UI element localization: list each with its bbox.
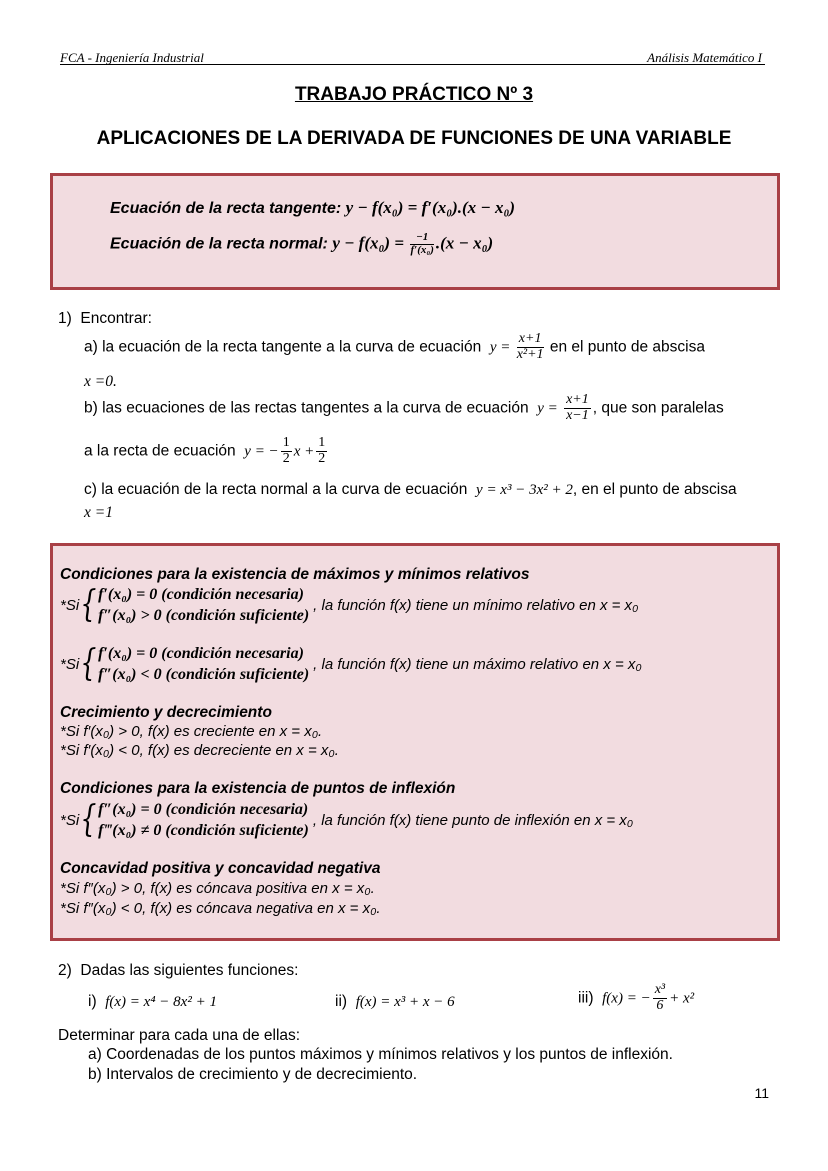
fraction-1a: $\frac{x+1}{\text{x²+1}}$ xyxy=(516,331,544,362)
exercise-1a-point: x =0. xyxy=(84,373,117,390)
header-rule xyxy=(60,64,765,65)
exercise-1b-line: a la recta de ecuación y = − $\frac{1}{2}$ x + $\frac{1}{2}$ xyxy=(84,435,326,466)
task-b: b) Intervalos de crecimiento y de decrecimiento. xyxy=(88,1066,418,1083)
exercise-1c-point: x =1 xyxy=(84,504,113,521)
exercise-1a: a) la ecuación de la recta tangente a la curva de ecuación y = $\frac{x+1}{\text{x²+1}}$ en el punto de abscisa xyxy=(84,331,705,362)
minimum-condition: *Si { f′(x₀) = 0 (condición necesaria) f″(x₀) > 0 (condición suficiente) , la función f(x) tiene un mínimo relativo en x = x₀ xyxy=(60,584,639,625)
function-ii: ii) f(x) = x³ + x − 6 xyxy=(335,993,455,1010)
growth-increasing: *Si f′(x₀) > 0, f(x) es creciente en x = x₀. xyxy=(60,723,323,740)
fraction-1b: $\frac{x+1}{x-1}$ xyxy=(566,392,589,423)
header-course: FCA - Ingeniería Industrial xyxy=(60,50,204,65)
page-number: 11 xyxy=(754,1085,769,1101)
task-a: a) Coordenadas de los puntos máximos y mínimos relativos y los puntos de inflexión. xyxy=(88,1046,673,1063)
function-i: i) f(x) = x⁴ − 8x² + 1 xyxy=(88,993,217,1010)
heading-extrema: Condiciones para la existencia de máximos y mínimos relativos xyxy=(60,566,530,583)
determine-text: Determinar para cada una de ellas: xyxy=(58,1027,301,1044)
maximum-condition: *Si { f′(x₀) = 0 (condición necesaria) f″(x₀) < 0 (condición suficiente) , la función f(x) tiene un máximo relativo en x = x₀ xyxy=(60,643,642,684)
exercise-1b: b) las ecuaciones de las rectas tangentes a la curva de ecuación y = $\frac{x+1}{x-1}$ , que son paralelas xyxy=(84,392,724,423)
concavity-positive: *Si f″(x₀) > 0, f(x) es cóncava positiva en x = x₀. xyxy=(60,880,375,897)
function-iii: iii) f(x) = − $\frac{\text{x³}}{6}$ + x² xyxy=(578,982,695,1013)
inflection-condition: *Si { f″(x₀) = 0 (condición necesaria) f‴(x₀) ≠ 0 (condición suficiente) , la función f(x) tiene punto de inflexión en x = x₀ xyxy=(60,799,634,840)
heading-concavity: Concavidad positiva y concavidad negativa xyxy=(60,860,381,877)
normal-fraction: $\frac{-1}{\text{f′(x₀)}}$ xyxy=(410,231,434,256)
growth-decreasing: *Si f′(x₀) < 0, f(x) es decreciente en x = x₀. xyxy=(60,742,339,759)
normal-equation: Ecuación de la recta normal: y − f(x₀) = $\frac{-1}{\text{f′(x₀)}}$ .(x − x₀) xyxy=(110,231,494,256)
exercise-2-heading: 2) Dadas las siguientes funciones: xyxy=(58,962,299,979)
exercise-1c: c) la ecuación de la recta normal a la curva de ecuación y = x³ − 3x² + 2, en el punto de abscisa xyxy=(84,481,737,498)
heading-inflection: Condiciones para la existencia de puntos de inflexión xyxy=(60,780,456,797)
page-title: TRABAJO PRÁCTICO Nº 3 xyxy=(294,84,534,105)
exercise-1-heading: 1) Encontrar: xyxy=(58,310,152,327)
heading-growth: Crecimiento y decrecimiento xyxy=(60,704,272,721)
header-subject: Análisis Matemático I xyxy=(647,50,762,65)
tangent-equation: Ecuación de la recta tangente: y − f(x₀) = f′(x₀).(x − x₀) xyxy=(110,198,516,217)
concavity-negative: *Si f″(x₀) < 0, f(x) es cóncava negativa en x = x₀. xyxy=(60,900,381,917)
page-subtitle: APLICACIONES DE LA DERIVADA DE FUNCIONES DE UNA VARIABLE xyxy=(96,128,732,149)
